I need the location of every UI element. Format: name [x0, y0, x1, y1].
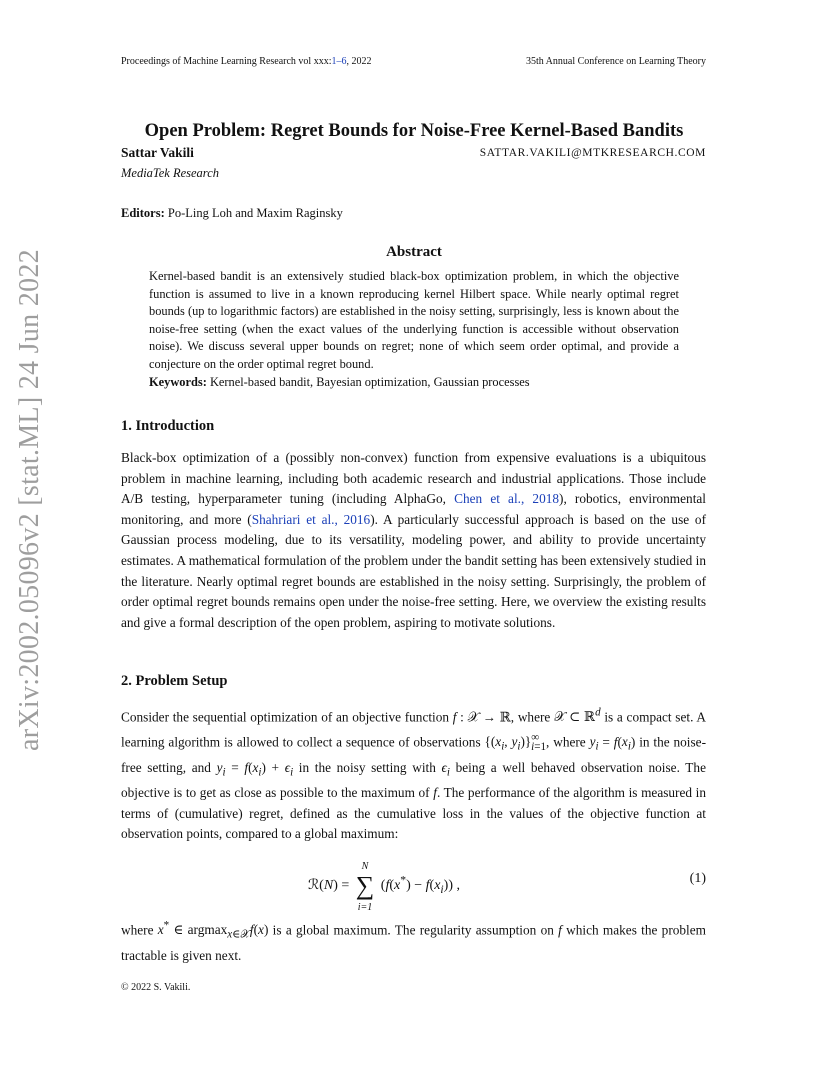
abstract-text: Kernel-based bandit is an extensively studied black-box optimization problem, in which the objective function is assumed to live in a known reproducing kernel Hilbert space. While nearly optimal regret bounds (up to logarithmic factors) are established in the noisy setting, surprisingly, less is known about the noise-free setting (when the exact values of the underlying function is accessible without observation noise). We discuss several upper bounds on regret; none of which seem order optimal, and provide a conjecture on the order optimal regret bound. — [149, 269, 679, 371]
section-heading-introduction: 1. Introduction — [121, 418, 215, 434]
author-name: Sattar Vakili — [121, 145, 194, 160]
math-inline: f — [558, 922, 562, 938]
running-header-right: 35th Annual Conference on Learning Theory — [525, 56, 706, 67]
running-header-left: Proceedings of Machine Learning Research vol xxx:1–6, 2022 — [121, 56, 372, 67]
section-heading-problem-setup: 2. Problem Setup — [121, 673, 228, 689]
editors-line: Editors: Po-Ling Loh and Maxim Raginsky — [121, 206, 343, 220]
math-inline: 𝒳 ⊂ ℝ$^d$ — [554, 707, 601, 725]
math-inline: $\epsilon_i$ — [441, 759, 450, 779]
equation-regret — [0, 853, 828, 913]
equation-body: ℛ(N) = ∑ N i=1 $(f(x^*) - f(x_i))$ , — [308, 861, 460, 913]
author-affiliation: MediaTek Research — [121, 166, 220, 180]
abstract-heading: Abstract — [386, 244, 442, 260]
equation-number: (1) — [689, 871, 706, 886]
introduction-paragraph: Black-box optimization of a (possibly non-convex) function from expensive evaluations is a ubiquitous problem in machine learning, including both academic research and industrial applications. Those include A/B testing, hyperparameter tuning (including AlphaGo, Chen et al., 2018), robotics, environmental monitoring, and more (Shahriari et al., 2016). A particularly successful approach is based on the use of Gaussian process modeling, due to its versatility, modeling power, and ability to provide uncertainty estimates. A mathematical formulation of the problem under the bandit setting has been extensively studied in the literature. Nearly optimal regret bounds are established in the noisy setting. Surprisingly, the problem of order optimal regret bounds remains open under the noise-free setting. Here, we overview the existing results and give a formal description of the open problem, aspiring to motivate solutions. — [121, 450, 707, 630]
arxiv-stamp: arXiv:2002.05096v2 [stat.ML] 24 Jun 2022 — [14, 249, 45, 751]
math-inline: $y_i = f(x_i) + \epsilon_i$ — [216, 759, 294, 779]
math-inline: {($x_i$, $y_i)\}^\infty_{i=1}$ — [484, 732, 547, 754]
citation-link[interactable]: Shahriari et al., 2016 — [251, 511, 371, 527]
problem-setup-paragraph: Consider the sequential optimization of an objective function f : 𝒳 → ℝ, where 𝒳 ⊂ ℝ$^d$ is a compact set. A learning algorithm is allowed to collect a sequence of observations {($x_i$, $y_i)\}^\infty_{i=1}$, where $y_i = f(x_i)$ in the noise-free setting, and $y_i = f(x_i) + \epsilon_i$ in the noisy setting with $\epsilon_i$ being a well behaved observation noise. The objective is to get as close as possible to the maximum of f. The performance of the algorithm is measured in terms of (cumulative) regret, defined as the cumulative loss in the values of the objective function at observation points, compared to a global maximum: — [121, 707, 706, 842]
pages-link[interactable]: 1–6 — [331, 56, 347, 67]
math-inline: f : 𝒳 → ℝ — [452, 709, 511, 725]
math-inline: $y_i = f(x_i)$ — [589, 734, 636, 754]
sum-symbol: ∑ N i=1 — [355, 861, 375, 913]
copyright-footer: © 2022 S. Vakili. — [121, 982, 191, 993]
problem-setup-paragraph-2: where x* ∈ argmax$_{x\in 𝒳}$f(x) is a global maximum. The regularity assumption on f which makes the problem tractable is given next. — [121, 920, 706, 963]
keywords-line: Keywords: Kernel-based bandit, Bayesian optimization, Gaussian processes — [149, 374, 530, 389]
citation-link[interactable]: Chen et al., 2018 — [454, 491, 560, 507]
author-email: SATTAR.VAKILI@MTKRESEARCH.COM — [479, 147, 706, 159]
math-inline: f — [433, 784, 437, 800]
math-inline: x* ∈ argmax$_{x\in 𝒳}$f(x) — [157, 920, 269, 942]
paper-title: Open Problem: Regret Bounds for Noise-Free Kernel-Based Bandits — [144, 121, 684, 141]
abstract-body — [149, 268, 679, 391]
